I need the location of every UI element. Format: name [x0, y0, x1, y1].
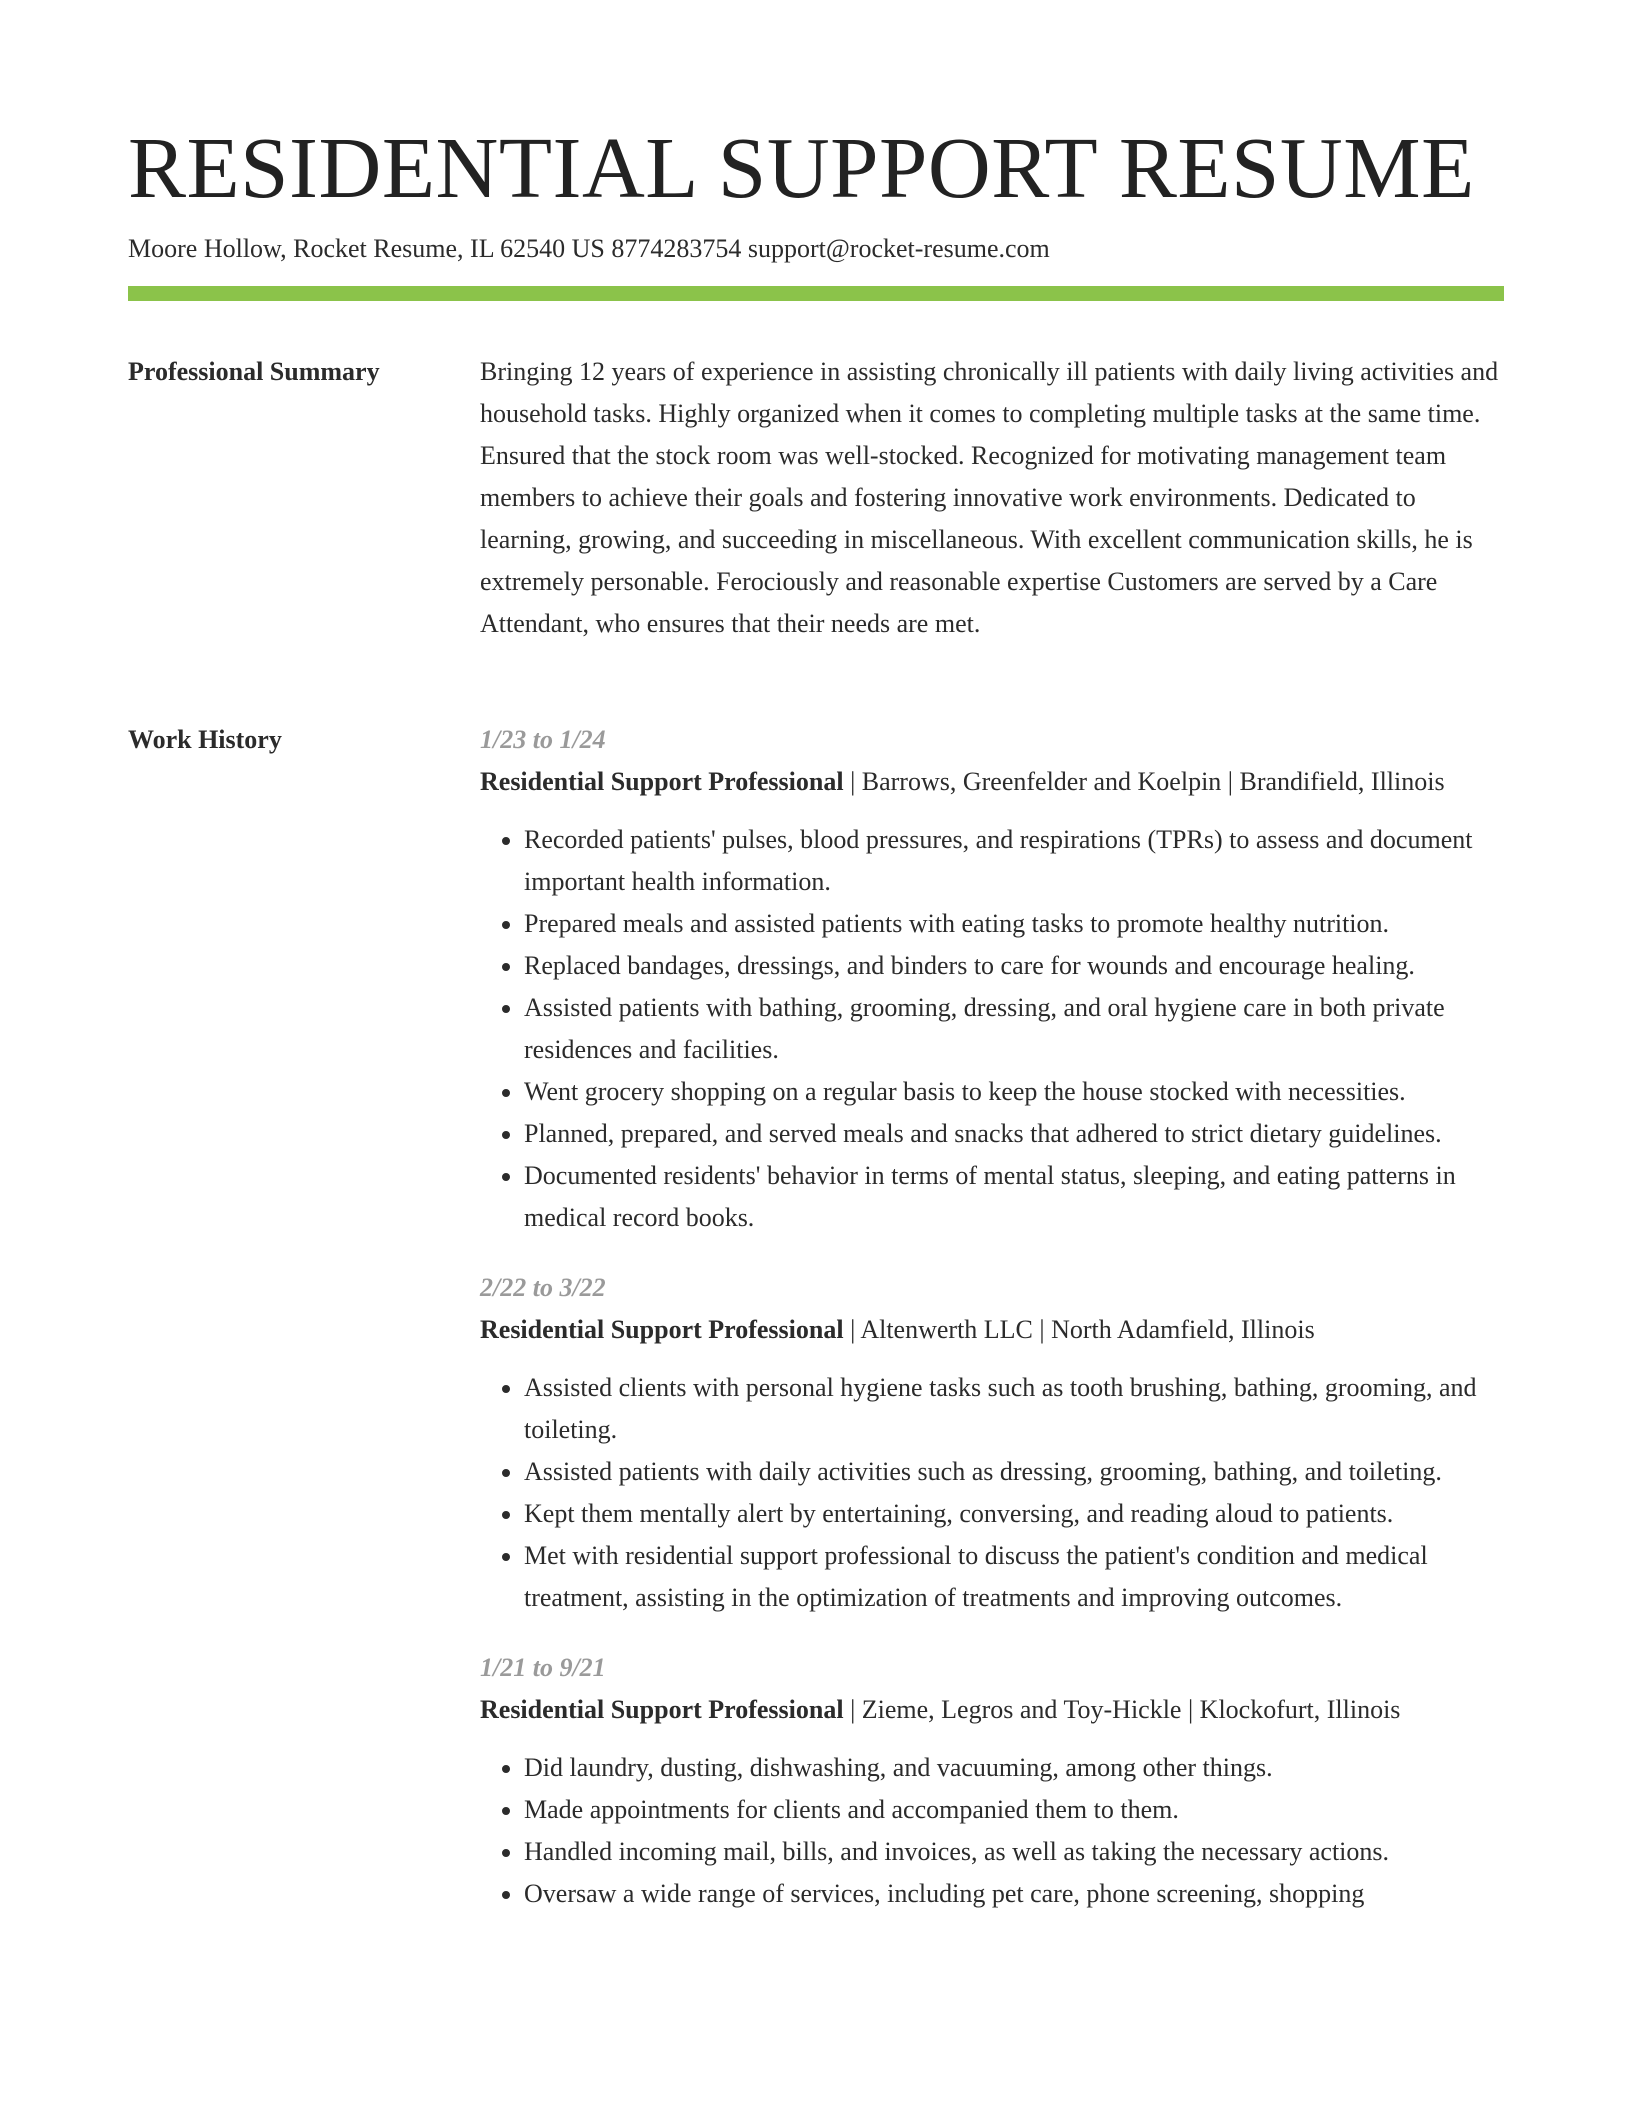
header-divider: [128, 286, 1504, 301]
job-employer-location: | Zieme, Legros and Toy-Hickle | Klockofurt, Illinois: [843, 1695, 1401, 1724]
job-bullet: • Did laundry, dusting, dishwashing, and vacuuming, among other things.: [524, 1747, 1504, 1789]
contact-info: Moore Hollow, Rocket Resume, IL 62540 US 8774283754 support@rocket-resume.com: [128, 234, 1050, 263]
job-heading: [480, 1689, 1504, 1731]
summary-body: [480, 351, 1504, 645]
job-bullet: • Assisted clients with personal hygiene tasks such as tooth brushing, bathing, grooming, and toileting.: [524, 1367, 1504, 1451]
job-entry: [480, 1647, 1504, 1915]
job-bullets: [480, 819, 1504, 1239]
job-bullet: • Handled incoming mail, bills, and invoices, as well as taking the necessary actions.: [524, 1831, 1504, 1873]
job-title: Residential Support Professional: [480, 767, 844, 796]
job-bullet: • Recorded patients' pulses, blood pressures, and respirations (TPRs) to assess and document important health information.: [524, 819, 1504, 903]
job-bullet: • Documented residents' behavior in terms of mental status, sleeping, and eating patterns in medical record books.: [524, 1155, 1504, 1239]
job-heading: [480, 761, 1504, 803]
job-title: Residential Support Professional: [480, 1315, 844, 1344]
job-dates: 1/21 to 9/21: [480, 1653, 606, 1682]
job-bullet: • Made appointments for clients and accompanied them to them.: [524, 1789, 1504, 1831]
job-dates: 2/22 to 3/22: [480, 1273, 606, 1302]
job-employer-location: | Altenwerth LLC | North Adamfield, Illinois: [843, 1315, 1315, 1344]
job-entry: [480, 719, 1504, 1239]
job-bullet: • Replaced bandages, dressings, and binders to care for wounds and encourage healing.: [524, 945, 1504, 987]
job-bullets: [480, 1747, 1504, 1915]
job-bullet: • Kept them mentally alert by entertaining, conversing, and reading aloud to patients.: [524, 1493, 1504, 1535]
resume-title: RESIDENTIAL SUPPORT RESUME: [128, 119, 1475, 216]
job-dates: 1/23 to 1/24: [480, 725, 606, 754]
job-bullet: • Oversaw a wide range of services, including pet care, phone screening, shopping: [524, 1873, 1504, 1915]
job-title: Residential Support Professional: [480, 1695, 844, 1724]
job-entry: [480, 1267, 1504, 1619]
job-bullet: • Went grocery shopping on a regular basis to keep the house stocked with necessities.: [524, 1071, 1504, 1113]
job-employer-location: | Barrows, Greenfelder and Koelpin | Brandifield, Illinois: [843, 767, 1445, 796]
job-bullet: • Planned, prepared, and served meals and snacks that adhered to strict dietary guidelines.: [524, 1113, 1504, 1155]
work-history-body: [480, 719, 1504, 1943]
job-bullet: • Met with residential support professional to discuss the patient's condition and medical treatment, assisting in the optimization of treatments and improving outcomes.: [524, 1535, 1504, 1619]
summary-label: Professional Summary: [128, 357, 380, 386]
work-history-label: Work History: [128, 725, 282, 754]
job-heading: [480, 1309, 1504, 1351]
job-bullet: • Prepared meals and assisted patients with eating tasks to promote healthy nutrition.: [524, 903, 1504, 945]
job-bullet: • Assisted patients with bathing, grooming, dressing, and oral hygiene care in both private residences and facilities.: [524, 987, 1504, 1071]
summary-text: Bringing 12 years of experience in assisting chronically ill patients with daily living activities and household tasks. Highly organized when it comes to completing multiple tasks at the same time. Ensured that the stock room was well-stocked. Recognized for motivating management team members to achieve their goals and fostering innovative work environments. Dedicated to learning, growing, and succeeding in miscellaneous. With excellent communication skills, he is extremely personable. Ferociously and reasonable expertise Customers are served by a Care Attendant, who ensures that their needs are met.: [480, 357, 1499, 638]
job-bullets: [480, 1367, 1504, 1619]
job-bullet: • Assisted patients with daily activities such as dressing, grooming, bathing, and toileting.: [524, 1451, 1504, 1493]
